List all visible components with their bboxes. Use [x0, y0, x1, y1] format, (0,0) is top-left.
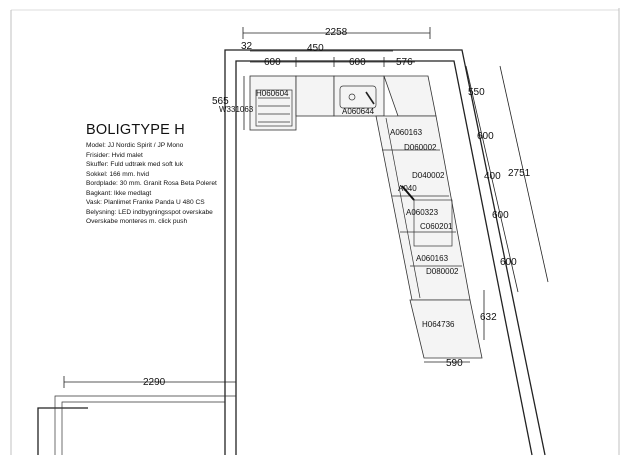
- dim-top-seg1: 600: [264, 57, 281, 68]
- spec-line-sokkel: Sokkel: 166 mm. hvid: [86, 170, 150, 178]
- unit-code-d060002-top: D060002: [404, 143, 437, 152]
- unit-code-a040: A040: [398, 184, 417, 193]
- dim-right-seg2: 600: [477, 131, 494, 142]
- dim-end-depth: 632: [480, 312, 497, 323]
- cabinet-end-tall: [410, 300, 482, 358]
- cabinet-corner: [384, 76, 436, 116]
- dim-right-seg3: 400: [484, 171, 501, 182]
- spec-line-belysning: Belysning: LED indbygningsspot overskabe: [86, 208, 213, 216]
- unit-code-a060163-top: A060163: [390, 128, 423, 137]
- spec-line-frisider: Frisider: Hvid malet: [86, 151, 143, 159]
- dim-right-seg5: 600: [500, 257, 517, 268]
- wall-lower-left-inner2: [62, 402, 225, 455]
- dim-right-seg1: 550: [468, 87, 485, 98]
- dim-top-seg2: 600: [349, 57, 366, 68]
- plan-title: BOLIGTYPE H: [86, 122, 185, 138]
- cabinet-top-middle: [296, 76, 334, 116]
- spec-line-model: Model: JJ Nordic Spirit / JP Mono: [86, 142, 184, 149]
- unit-code-a060163-bottom: A060163: [416, 254, 449, 263]
- dim-right-total: 2751: [508, 168, 531, 179]
- dim-right-seg4: 600: [492, 210, 509, 221]
- unit-code-d040002: D040002: [412, 171, 445, 180]
- wall-lower-left-inner: [55, 396, 236, 455]
- spec-line-vask: Vask: Planlimet Franke Panda U 480 CS: [86, 199, 205, 206]
- dim-top-mid: 450: [307, 43, 324, 54]
- spec-line-skuffer: Skuffer: Fuld udtræk med soft luk: [86, 161, 183, 168]
- unit-code-h064736: H064736: [422, 320, 455, 329]
- spec-line-bagkant: Bagkant: Ikke medlagt: [86, 189, 152, 197]
- unit-code-d080002: D080002: [426, 267, 459, 276]
- dim-end-width: 590: [446, 358, 463, 369]
- dim-top-offset: 32: [241, 41, 253, 52]
- unit-code-a060323: A060323: [406, 208, 439, 217]
- dim-top-seg3: 576: [396, 57, 413, 68]
- dim-left-depth: 565: [212, 96, 229, 107]
- spec-line-bordplade: Bordplade: 30 mm. Granit Rosa Beta Poleret: [86, 180, 217, 187]
- unit-code-h060604: H060604: [256, 89, 289, 98]
- unit-code-a060644: A060644: [342, 107, 375, 116]
- unit-code-c060201: C060201: [420, 222, 453, 231]
- unit-code-w331063: W331063: [219, 105, 254, 114]
- wall-lower-left: [38, 408, 88, 455]
- spec-block: [86, 122, 276, 227]
- spec-line-overskabe: Overskabe monteres m. click push: [86, 218, 188, 225]
- dim-top-total: 2258: [325, 27, 348, 38]
- dim-bottom-left: 2290: [143, 377, 166, 388]
